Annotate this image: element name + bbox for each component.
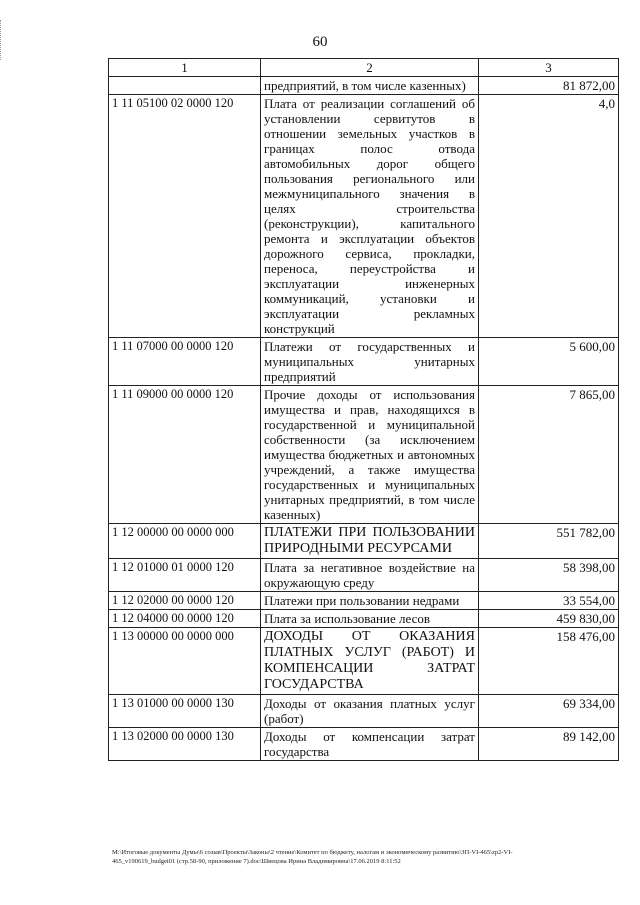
revenue-code-cell: 1 13 01000 00 0000 130: [109, 695, 261, 728]
amount-cell: 89 142,00: [479, 728, 619, 761]
revenue-code-cell: 1 13 00000 00 0000 000: [109, 628, 261, 695]
document-path-footer: [112, 848, 620, 866]
amount-cell: 4,0: [479, 95, 619, 338]
amount-cell: 7 865,00: [479, 386, 619, 524]
revenue-name-cell: Доходы от оказания платных услуг (работ): [261, 695, 479, 728]
table-row: [109, 610, 619, 628]
table-row: [109, 338, 619, 386]
revenue-name-cell: Платежи от государственных и муниципальных унитарных предприятий: [261, 338, 479, 386]
revenue-name-cell: предприятий, в том числе казенных): [261, 77, 479, 95]
budget-table: [108, 58, 619, 761]
revenue-name-cell: Доходы от компенсации затрат государства: [261, 728, 479, 761]
table-row: [109, 77, 619, 95]
table-header-row: [109, 59, 619, 77]
revenue-code-cell: [109, 77, 261, 95]
amount-cell: 81 872,00: [479, 77, 619, 95]
revenue-code-cell: 1 11 09000 00 0000 120: [109, 386, 261, 524]
footer-line-2: 465_v190619_budget01 (стр.58-90, приложение 7).doc\Швецова Ирина Владимировна\17.06.2019 8:11:52: [112, 858, 401, 865]
table-row: [109, 559, 619, 592]
revenue-name-cell: Плата от реализации соглашений об установлении сервитутов в отношении земельных участков в границах полос отвода автомобильных дорог общего пользования регионального или межмуниципального значения в целях строительства (реконструкции), капитального ремонта и эксплуатации объектов дорожного сервиса, прокладки, переноса, переустройства и эксплуатации инженерных коммуникаций, установки и эксплуатации рекламных конструкций: [261, 95, 479, 338]
amount-cell: 58 398,00: [479, 559, 619, 592]
table-row: [109, 524, 619, 559]
revenue-code-cell: 1 11 05100 02 0000 120: [109, 95, 261, 338]
revenue-name-cell: ПЛАТЕЖИ ПРИ ПОЛЬЗОВАНИИ ПРИРОДНЫМИ РЕСУРСАМИ: [261, 524, 479, 559]
amount-cell: 69 334,00: [479, 695, 619, 728]
table-row: [109, 95, 619, 338]
amount-cell: 5 600,00: [479, 338, 619, 386]
revenue-name-cell: Прочие доходы от использования имущества и прав, находящихся в государственной и муниципальной собственности (за исключением имущества бюджетных и автономных учреждений, а также имущества государственных и муниципальных унитарных предприятий, в том числе казенных): [261, 386, 479, 524]
amount-cell: 158 476,00: [479, 628, 619, 695]
revenue-name-cell: Плата за негативное воздействие на окружающую среду: [261, 559, 479, 592]
revenue-name-cell: Плата за использование лесов: [261, 610, 479, 628]
revenue-code-cell: 1 12 01000 01 0000 120: [109, 559, 261, 592]
column-header-2: 2: [261, 59, 479, 77]
revenue-name-cell: ДОХОДЫ ОТ ОКАЗАНИЯ ПЛАТНЫХ УСЛУГ (РАБОТ) И КОМПЕНСАЦИИ ЗАТРАТ ГОСУДАРСТВА: [261, 628, 479, 695]
revenue-name-cell: Платежи при пользовании недрами: [261, 592, 479, 610]
column-header-1: 1: [109, 59, 261, 77]
budget-table-body: [109, 59, 619, 761]
table-row: [109, 695, 619, 728]
table-row: [109, 592, 619, 610]
column-header-3: 3: [479, 59, 619, 77]
amount-cell: 551 782,00: [479, 524, 619, 559]
revenue-code-cell: 1 12 02000 00 0000 120: [109, 592, 261, 610]
revenue-code-cell: 1 12 00000 00 0000 000: [109, 524, 261, 559]
amount-cell: 33 554,00: [479, 592, 619, 610]
table-row: [109, 628, 619, 695]
page-number: 60: [312, 34, 328, 50]
table-row: [109, 386, 619, 524]
amount-cell: 459 830,00: [479, 610, 619, 628]
revenue-code-cell: 1 11 07000 00 0000 120: [109, 338, 261, 386]
footer-line-1: М:\Итоговые документы Думы\6 созыв\Проекты\Законы\2 чтение\Комитет по бюджету, налогам и экономическому развитию\ЗП-VI-465\zp2-VI-: [112, 849, 513, 856]
table-row: [109, 728, 619, 761]
revenue-code-cell: 1 12 04000 00 0000 120: [109, 610, 261, 628]
revenue-code-cell: 1 13 02000 00 0000 130: [109, 728, 261, 761]
